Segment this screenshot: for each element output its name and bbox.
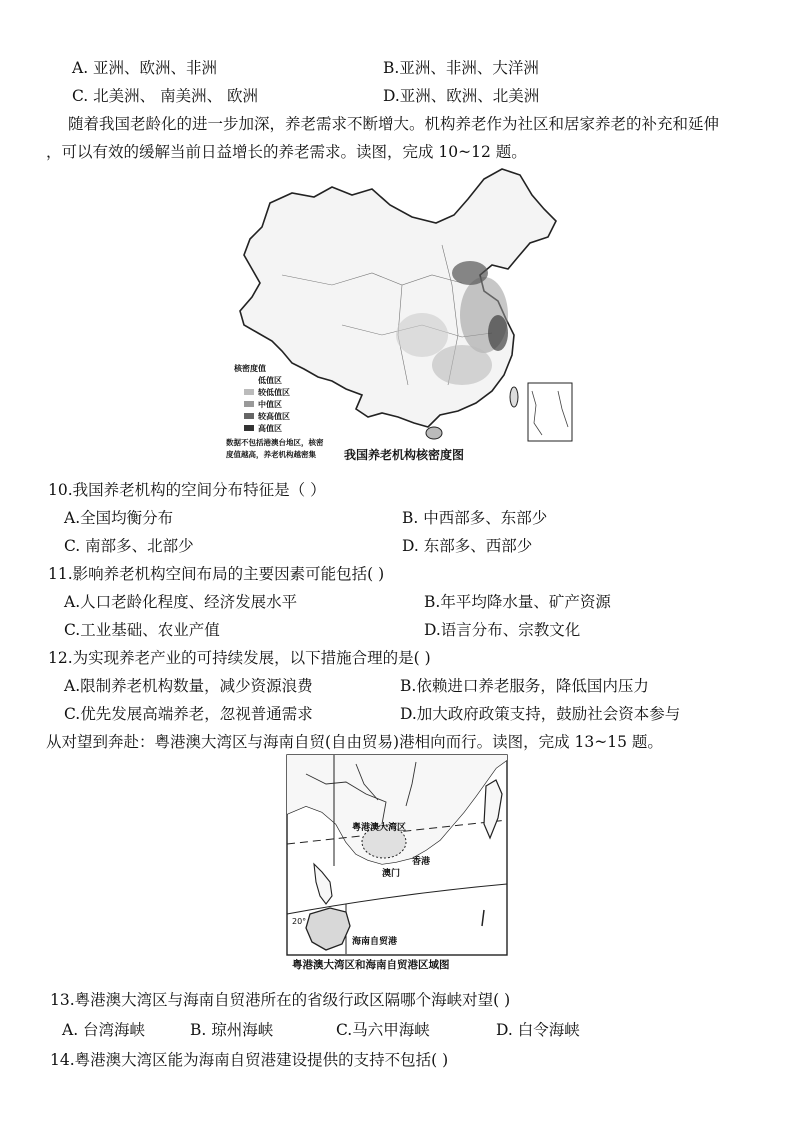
map1-caption: 我国养老机构核密度图 (344, 448, 465, 462)
q11-stem: 11.影响养老机构空间布局的主要因素可能包括( ) (48, 565, 385, 583)
label-hk: 香港 (412, 857, 431, 867)
legend-item-3: 中值区 (258, 400, 282, 409)
map2-caption: 粤港澳大湾区和海南自贸港区域图 (292, 959, 450, 971)
q12-option-b: B.依赖进口养老服务，降低国内压力 (400, 677, 649, 695)
gba-hainan-map (286, 754, 508, 974)
q12-stem: 12.为实现养老产业的可持续发展，以下措施合理的是( ) (48, 649, 431, 667)
q13-stem: 13.粤港澳大湾区与海南自贸港所在的省级行政区隔哪个海峡对望( ) (50, 991, 511, 1009)
q10-option-d: D. 东部多、西部少 (402, 537, 533, 555)
q13-option-c: C.马六甲海峡 (336, 1021, 430, 1039)
q11-option-a: A.人口老龄化程度、经济发展水平 (64, 593, 298, 611)
legend-title: 核密度值 (234, 364, 266, 373)
q10-option-c: C. 南部多、北部少 (64, 537, 194, 555)
legend-item-2: 较低值区 (258, 388, 290, 397)
option-d-top: D.亚洲、欧洲、北美洲 (383, 87, 540, 105)
q10-option-b: B. 中西部多、东部少 (402, 509, 548, 527)
q10-option-a: A.全国均衡分布 (64, 509, 174, 527)
q13-option-a: A. 台湾海峡 (62, 1021, 146, 1039)
q13-option-b: B. 琼州海峡 (190, 1021, 274, 1039)
q10-stem: 10.我国养老机构的空间分布特征是（ ） (48, 481, 326, 499)
label-gba: 粤港澳大湾区 (352, 823, 407, 833)
label-macau: 澳门 (382, 869, 401, 879)
option-c-top: C. 北美洲、 南美洲、 欧洲 (72, 87, 259, 105)
legend-item-4: 较高值区 (258, 412, 290, 421)
q14-stem: 14.粤港澳大湾区能为海南自贸港建设提供的支持不包括( ) (50, 1051, 449, 1069)
q11-option-c: C.工业基础、农业产值 (64, 621, 220, 639)
q12-option-c: C.优先发展高端养老，忽视普通需求 (64, 705, 313, 723)
option-a-top: A. 亚洲、欧洲、非洲 (72, 59, 218, 77)
q11-option-d: D.语言分布、宗教文化 (424, 621, 581, 639)
q12-option-a: A.限制养老机构数量，减少资源浪费 (64, 677, 313, 695)
china-density-map (222, 165, 578, 465)
map1-note-line2: 度值越高，养老机构越密集 (226, 450, 316, 459)
intro2: 从对望到奔赴：粤港澳大湾区与海南自贸(自由贸易)港相向而行。读图，完成 13~15 题。 (46, 733, 663, 751)
label-hainan: 海南自贸港 (352, 937, 398, 947)
legend-item-5: 高值区 (258, 424, 282, 433)
intro1-line1: 随着我国老龄化的进一步加深，养老需求不断增大。机构养老作为社区和居家养老的补充和延伸 (68, 115, 720, 133)
option-b-top: B.亚洲、非洲、大洋洲 (383, 59, 539, 77)
q13-option-d: D. 白令海峡 (496, 1021, 580, 1039)
legend-item-1: 低值区 (258, 376, 282, 385)
q11-option-b: B.年平均降水量、矿产资源 (424, 593, 611, 611)
label-lat: 20° (292, 917, 307, 926)
map1-note-line1: 数据不包括港澳台地区，核密 (226, 438, 324, 447)
intro1-line2: ，可以有效的缓解当前日益增长的养老需求。读图，完成 10~12 题。 (46, 143, 527, 161)
q12-option-d: D.加大政府政策支持，鼓励社会资本参与 (400, 705, 681, 723)
